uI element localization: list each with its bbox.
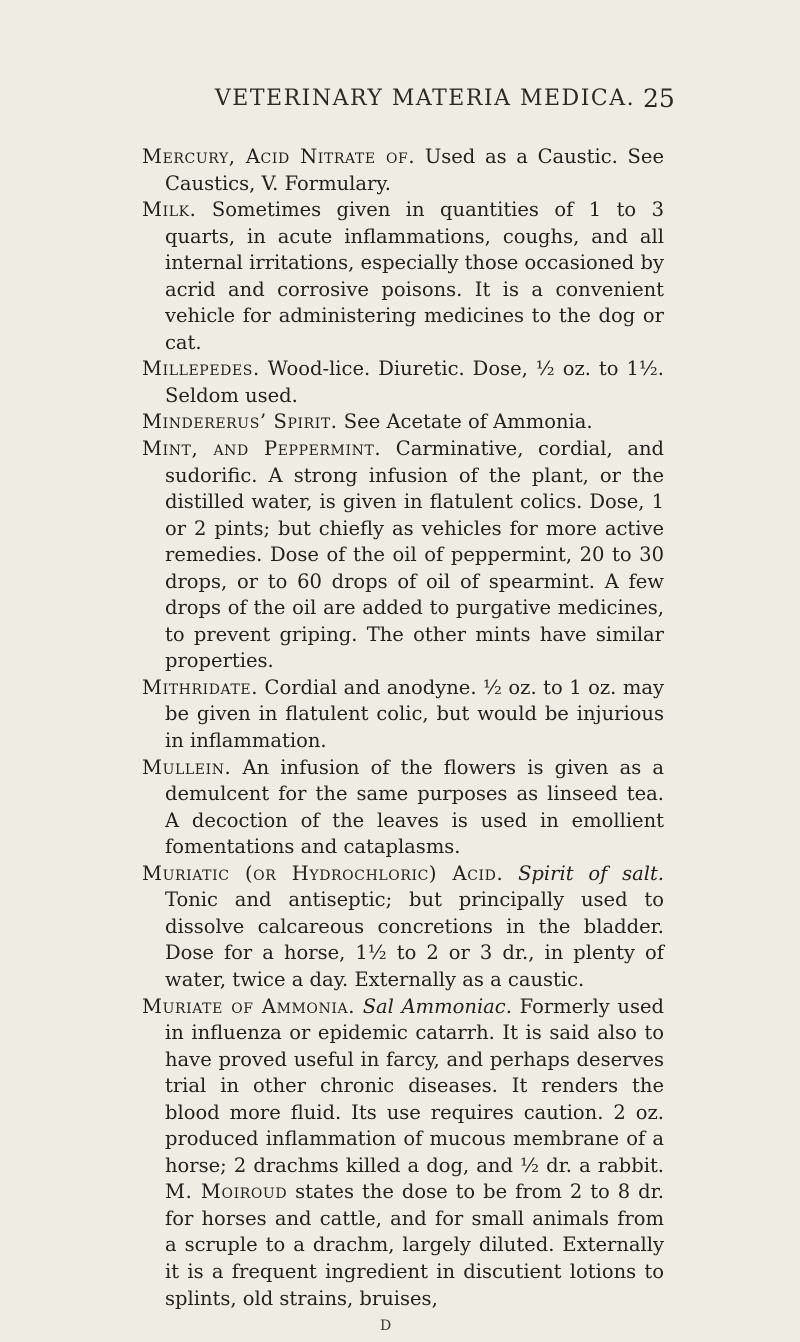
entry-text: Used as a Caustic. See Caustics, V. Formulary. xyxy=(165,145,664,195)
entry-text: Carminative, cordial, and sudorific. A strong infusion of the plant, or the distilled water, is given in flatulent colics. Dose, 1 or 2 pints; but chiefly as vehicles for more active remedies. Dose of the oil of peppermint, 20 to 30 drops, or to 60 drops of oil of spearmint. A few drops of the oil are added to purgative medicines, to prevent griping. The other mints have similar properties. xyxy=(165,437,664,673)
running-title: VETERINARY MATERIA MEDICA. xyxy=(214,86,636,111)
synonym: Sal Ammoniac. xyxy=(362,994,512,1018)
entry-text: Wood-lice. Diuretic. Dose, ½ oz. to 1½. Seldom used. xyxy=(165,357,664,407)
entry-mindererus-spirit xyxy=(142,409,664,436)
entry-text: Sometimes given in quantities of 1 to 3 quarts, in acute inflammations, coughs, and all internal irritations, especially those occasioned by acrid and corrosive poisons. It is a convenient vehicle for administering medicines to the dog or cat. xyxy=(165,198,664,354)
signature-mark: D xyxy=(380,1318,392,1334)
entry-text-continued: states the dose to be from 2 to 8 dr. for horses and cattle, and for small animals from a scruple to a drachm, largely diluted. Externally it is a frequent ingredient in discutient lotions to splints, old strains, bruises, xyxy=(165,1180,664,1310)
headword: Mullein. xyxy=(142,755,232,779)
headword: Muriate of Ammonia. xyxy=(142,994,355,1018)
author-name: M. Moiroud xyxy=(165,1180,288,1204)
headword: Muriatic (or Hydrochloric) Acid. xyxy=(142,861,504,885)
headword: Millepedes. xyxy=(142,357,260,381)
headword: Mithridate. xyxy=(142,675,259,699)
entry-muriate-of-ammonia xyxy=(142,994,664,1313)
headword: Mercury, Acid Nitrate of. xyxy=(142,145,416,168)
entry-mithridate xyxy=(142,675,664,755)
entry-millepedes xyxy=(142,356,664,409)
entry-text: Cordial and anodyne. ½ oz. to 1 oz. may be given in flatulent colic, but would be injurious in inflammation. xyxy=(165,675,664,753)
entry-text: Tonic and antiseptic; but principally used to dissolve calcareous concretions in the bladder. Dose for a horse, 1½ to 2 or 3 dr., in plenty of water, twice a day. Externally as a caustic. xyxy=(165,888,664,991)
page-number: 25 xyxy=(643,84,675,113)
entry-text: Formerly used in influenza or epidemic catarrh. It is said also to have proved useful in farcy, and perhaps deserves trial in other chronic diseases. It renders the blood more fluid. Its use requires caution. 2 oz. produced inflammation of mucous membrane of a horse; 2 drachms killed a dog, and ½ dr. a rabbit. xyxy=(165,994,665,1177)
entry-muriatic-acid xyxy=(142,861,664,994)
entry-mullein xyxy=(142,755,664,861)
entry-milk xyxy=(142,197,664,356)
headword: Milk. xyxy=(142,198,197,222)
headword: Mindererus’ Spirit. xyxy=(142,410,338,434)
entry-text: An infusion of the flowers is given as a demulcent for the same purposes as linseed tea. A decoction of the leaves is used in emollient fomentations and cataplasms. xyxy=(165,755,664,859)
entry-mint-peppermint xyxy=(142,436,664,675)
dictionary-text xyxy=(142,144,664,1312)
entry-text: See Acetate of Ammonia. xyxy=(337,410,593,434)
synonym: Spirit of salt. xyxy=(518,861,664,885)
headword: Mint, and Peppermint. xyxy=(142,437,382,461)
entry-mercury-acid-nitrate xyxy=(142,144,664,197)
